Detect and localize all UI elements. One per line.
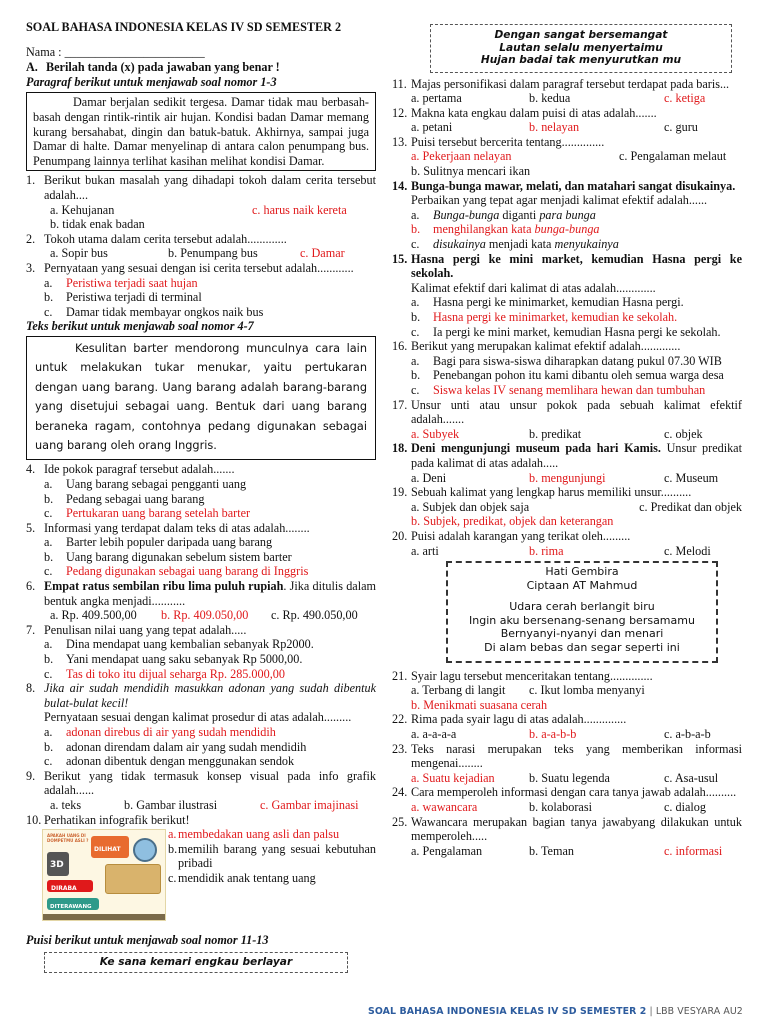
option-25c[interactable]: c. informasi [664,843,723,858]
option-22c[interactable]: c. a-b-a-b [664,727,711,742]
option-18c[interactable]: c. Museum [664,470,719,485]
question-22-options [392,727,742,742]
song-line-1: Udara cerah berlangit biru [509,600,655,614]
option-2b[interactable]: b. Penumpang bus [168,246,258,261]
option-12c[interactable]: c. guru [664,120,698,135]
song-line-2: Ingin aku bersenang-senang bersamamu [469,613,695,627]
option-8b[interactable]: b. adonan direndam dalam air yang sudah mendidih [44,739,307,754]
option-3c[interactable]: c. Damar tidak membayar ongkos naik bus [44,304,264,319]
footer-separator: | [646,1006,656,1017]
option-24a[interactable]: a. wawancara [411,800,478,814]
option-11c[interactable]: c. ketiga [664,91,706,106]
song-line-4: Di alam bebas dan segar seperti ini [484,641,680,655]
option-25b[interactable]: b. Teman [529,843,574,858]
option-23a[interactable]: a. Suatu kejadian [411,770,495,785]
question-14: 14. Bunga-bunga mawar, melati, dan matahari sangat disukainya. [392,178,736,193]
option-21a[interactable]: a. Terbang di langit [411,683,506,698]
question-2-options [26,246,376,261]
question-13: 13. Puisi tersebut bercerita tentang.............. [392,134,605,149]
question-9: 9. Berikut yang tidak termasuk konsep visual pada info grafik adalah...... [26,768,376,798]
poem-line-2: Dengan sangat bersemangat [494,29,668,41]
option-16a[interactable]: a. Bagi para siswa-siswa diharapkan datang pukul 07.30 WIB [411,353,722,368]
question-16: 16. Berikut yang merupakan kalimat efektif adalah............. [392,339,681,354]
option-9c[interactable]: c. Gambar imajinasi [260,797,359,812]
option-15a[interactable]: a. Hasna pergi ke minimarket, kemudian Hasna pergi. [411,295,684,310]
passage-3-label: Puisi berikut untuk menjawab soal nomor 11-13 [26,933,269,948]
infographic-label-dilihat: DILIHAT [94,846,121,854]
question-24: 24. Cara memperoleh informasi dengan cara tanya jawab adalah.......... [392,785,737,800]
question-12: 12. Makna kata engkau dalam puisi di atas adalah....... [392,105,657,120]
poem-line-1: Ke sana kemari engkau berlayar [99,955,293,968]
option-22a[interactable]: a. a-a-a-a [411,727,457,742]
option-23b[interactable]: b. Suatu legenda [529,770,610,785]
option-14c[interactable]: c. disukainya menjadi kata menyukainya [411,237,619,252]
option-9b[interactable]: b. Gambar ilustrasi [124,797,218,812]
option-19b[interactable]: b. Subjek, predikat, objek dan keterangan [411,514,614,529]
option-15b[interactable]: b. Hasna pergi ke minimarket, kemudian ke sekolah. [411,310,678,324]
option-17a[interactable]: a. Subyek [411,426,460,441]
question-11-options [392,91,742,106]
question-18: 18. Deni mengunjungi museum pada hari Kamis. Unsur predikat pada kalimat di atas adalah..... [392,441,742,470]
question-12-options [392,120,742,135]
option-16b[interactable]: b. Penebangan pohon itu kami dibantu oleh semua warga desa [411,368,724,383]
poem-line-3: Lautan selalu menyertaimu [499,41,663,54]
question-10-options [166,827,376,921]
page-footer [368,1005,743,1020]
option-21b[interactable]: b. Menikmati suasana cerah [411,697,548,712]
option-10a[interactable]: a. membedakan uang asli dan palsu [168,827,340,842]
option-22b[interactable]: b. a-a-b-b [529,727,577,742]
infographic-banknote-image [105,864,161,894]
question-1-options [26,203,376,218]
infographic-label-diraba: DIRABA [51,885,77,893]
option-7b[interactable]: b. Yani mendapat uang saku sebanyak Rp 5000,00. [44,652,303,667]
question-22: 22. Rima pada syair lagu di atas adalah.............. [392,712,627,727]
option-1b[interactable]: b. tidak enak badan [50,217,145,232]
song-line-3: Bernyanyi-nyanyi dan menari [500,627,664,641]
passage-1-label: Paragraf berikut untuk menjawab soal nomor 1-3 [26,74,277,89]
question-20: 20. Puisi adalah karangan yang terikat oleh......... [392,528,631,543]
song-title: Hati Gembira [545,565,619,579]
question-20-options [392,544,742,559]
question-6-options [26,608,376,623]
question-4: 4. Ide pokok paragraf tersebut adalah....... [26,462,235,477]
option-2a[interactable]: a. Sopir bus [50,246,108,261]
question-5: 5. Informasi yang terdapat dalam teks di atas adalah........ [26,520,310,535]
option-7c[interactable]: c. Tas di toko itu dijual seharga Rp. 285.000,00 [44,666,285,681]
option-1c[interactable]: c. harus naik kereta [252,202,347,217]
passage-2-label: Teks berikut untuk menjawab soal nomor 4-7 [26,319,254,334]
option-2c[interactable]: c. Damar [300,246,345,261]
option-18a[interactable]: a. Deni [411,470,447,485]
option-6b[interactable]: b. Rp. 409.050,00 [161,608,249,623]
question-24-options [392,800,742,815]
poem-line-4: Hujan badai tak menyurutkan mu [480,54,682,66]
question-10: 10. Perhatikan infografik berikut! [26,812,190,827]
option-16c[interactable]: c. Siswa kelas IV senang memlihara hewan dan tumbuhan [411,382,706,397]
section-a-heading: A. Berilah tanda (x) pada jawaban yang benar ! [26,60,280,75]
question-8: 8. Jika air sudah mendidih masukkan adonan yang sudah dibentuk bulat-bulat kecil! Pernyataan sesuai dengan kalimat prosedur di atas adalah......... [26,681,376,725]
question-14-subtext: Perbaikan yang tepat agar menjadi kalimat efektif adalah...... [411,193,708,208]
poem-line-1-box [44,952,348,974]
option-4c[interactable]: c. Pertukaran uang barang setelah barter [44,506,251,521]
left-column [26,20,376,973]
question-23: 23. Teks narasi merupakan teks yang memberikan informasi mengenai........ [392,741,742,771]
song-author: Ciptaan AT Mahmud [526,578,638,592]
question-23-options [392,771,742,786]
option-17b[interactable]: b. predikat [529,426,582,441]
option-6c[interactable]: c. Rp. 490.050,00 [271,608,358,623]
option-12a[interactable]: a. petani [411,120,453,135]
option-23c[interactable]: c. Asa-usul [664,770,719,785]
money-infographic-image [42,829,166,921]
option-7a[interactable]: a. Dina mendapat uang kembalian sebanyak Rp2000. [44,637,314,652]
option-3b[interactable]: b. Peristiwa terjadi di terminal [44,290,202,305]
question-17: 17. Unsur unti atau unsur pokok pada sebuah kalimat efektif adalah....... [392,397,742,427]
infographic-label-diterawang: DITERAWANG [50,904,92,911]
question-19: 19. Sebuah kalimat yang lengkap harus memiliki unsur.......... [392,485,692,500]
option-17c[interactable]: c. objek [664,426,703,441]
question-7: 7. Penulisan nilai uang yang tepat adalah..... [26,622,247,637]
question-1: 1. Berikut bukan masalah yang dihadapi tokoh dalam cerita tersebut adalah.... [26,173,376,202]
poem-continuation-box [430,24,732,73]
option-5b[interactable]: b. Uang barang digunakan sebelum sistem barter [44,549,292,564]
name-field-label: Nama : _______________________ [26,44,205,59]
option-20a[interactable]: a. arti [411,543,439,558]
option-13c[interactable]: c. Pengalaman melaut [619,149,727,164]
infographic-magnifier-image [133,838,157,862]
song-lyrics-box [446,561,718,663]
question-25: 25. Wawancara merupakan bagian tanya jawabyang dilakukan untuk memperoleh..... [392,814,742,844]
option-24c[interactable]: c. dialog [664,800,706,814]
question-15: 15. Hasna pergi ke mini market, kemudian Hasna pergi ke sekolah. [392,251,742,281]
option-13a[interactable]: a. Pekerjaan nelayan [411,149,512,164]
option-24b[interactable]: b. kolaborasi [529,800,592,814]
option-9a[interactable]: a. teks [50,797,82,812]
option-1a[interactable]: a. Kehujanan [50,202,115,217]
option-25a[interactable]: a. Pengalaman [411,843,483,858]
option-19c[interactable]: c. Predikat dan objek [639,499,742,514]
question-11: 11. Majas personifikasi dalam paragraf tersebut terdapat pada baris... [392,76,730,91]
option-5c[interactable]: c. Pedang digunakan sebagai uang barang di Inggris [44,564,309,579]
option-20b[interactable]: b. rima [529,543,564,558]
infographic-footer-strip [43,914,166,921]
question-18-options [392,471,742,486]
infographic-label-3d: 3D [50,860,64,871]
question-10-body [26,827,376,921]
infographic-header: APAKAH UANG DI DOMPETMU ASLI ? [47,833,89,844]
option-14a[interactable]: a. Bunga-bunga diganti para bunga [411,207,596,222]
option-6a[interactable]: a. Rp. 409.500,00 [50,608,137,623]
option-3a[interactable]: a. Peristiwa terjadi saat hujan [44,275,198,290]
question-21-options [392,683,742,698]
footer-publisher: LBB VESYARA AU2 [655,1006,743,1017]
option-11a[interactable]: a. pertama [411,91,462,106]
question-2: 2. Tokoh utama dalam cerita tersebut adalah............. [26,231,287,246]
question-25-options [392,844,742,859]
option-19a[interactable]: a. Subjek dan objek saja [411,499,530,514]
option-4a[interactable]: a. Uang barang sebagai pengganti uang [44,476,247,491]
passage-2-box [26,336,376,460]
question-13-options [392,149,742,164]
option-8a[interactable]: a. adonan direbus di air yang sudah mendidih [44,725,276,739]
option-4b[interactable]: b. Pedang sebagai uang barang [44,491,205,506]
right-column [392,24,742,858]
option-5a[interactable]: a. Barter lebih populer daripada uang barang [44,535,273,550]
question-17-options [392,427,742,442]
option-15c[interactable]: c. Ia pergi ke mini market, kemudian Hasna pergi ke sekolah. [411,324,721,339]
option-13b[interactable]: b. Sulitnya mencari ikan [411,164,531,179]
passage-1-box [26,92,376,171]
question-6: 6. Empat ratus sembilan ribu lima puluh rupiah. Jika ditulis dalam bentuk angka menjadi........... [26,579,376,608]
page-title: SOAL BAHASA INDONESIA KELAS IV SD SEMESTER 2 [26,20,342,34]
option-11b[interactable]: b. kedua [529,91,571,106]
passage-2-text: Kesulitan barter mendorong munculnya cara lain untuk melakukan tukar menukar, yaitu pertukaran dengan uang barang. Uang barang adalah barang-barang yang disetujui sebagai uang. Bentuk dari uang barang beraneka ragam, contohnya pedang digunakan sebagai uang barang oleh orang Inggris. [35,341,367,452]
option-14b[interactable]: b. menghilangkan kata bunga-bunga [411,222,600,237]
question-21: 21. Syair lagu tersebut menceritakan tentang.............. [392,668,653,683]
question-15-subtext: Kalimat efektif dari kalimat di atas adalah............. [411,280,656,295]
question-9-options [26,798,376,813]
question-19-options [392,500,742,515]
option-21c[interactable]: c. Ikut lomba menyanyi [529,683,645,698]
footer-title: SOAL BAHASA INDONESIA KELAS IV SD SEMESTER 2 [368,1006,647,1017]
option-20c[interactable]: c. Melodi [664,543,711,558]
question-3: 3. Pernyataan yang sesuai dengan isi cerita tersebut adalah............ [26,260,354,275]
option-18b[interactable]: b. mengunjungi [529,470,606,485]
passage-1-text: Damar berjalan sedikit tergesa. Damar tidak mau berbasah-basah dengan rintik-rintik air hujan. Kondisi badan Damar memang kurang bersahabat, dingin dan batuk-batuk. Akhirnya, sampai juga Damar di halte. Damar menyelinap di antara calon penumpang bus. Penumpang lainnya terlihat kasihan melihat kondisi Damar. [33,95,369,168]
option-10b[interactable]: b. memilih barang yang sesuai kebutuhan pribadi [168,841,376,871]
option-8c[interactable]: c. adonan dibentuk dengan menggunakan sendok [44,754,295,769]
option-12b[interactable]: b. nelayan [529,120,580,135]
option-10c[interactable]: c. mendidik anak tentang uang [168,870,316,885]
